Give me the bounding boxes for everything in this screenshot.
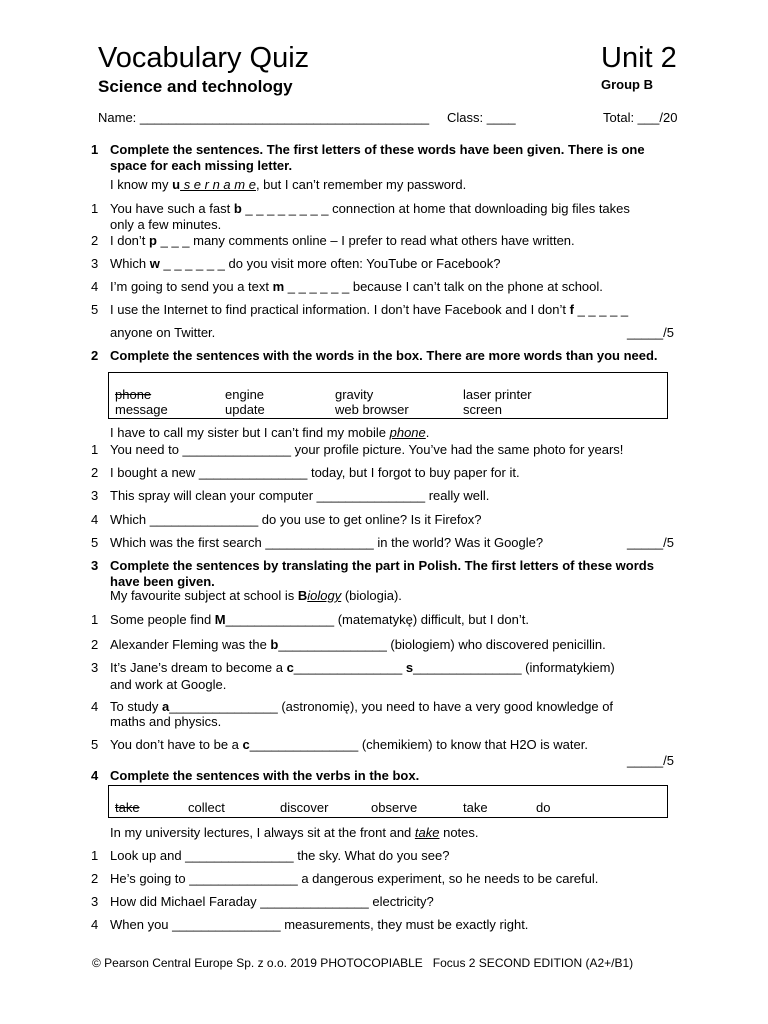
- item-number: 5: [91, 535, 99, 550]
- item-number: 3: [91, 660, 99, 675]
- total-field[interactable]: Total: ___/20: [603, 110, 678, 125]
- gap-sentence[interactable]: Which w _ _ _ _ _ _ do you visit more often: YouTube or Facebook?: [110, 256, 501, 271]
- exercise-instruction: Complete the sentences with the verbs in the box.: [110, 768, 420, 783]
- gap-sentence[interactable]: You don’t have to be a c_______________ (chemikiem) to know that H2O is water.: [110, 737, 588, 752]
- gap-sentence[interactable]: I don’t p _ _ _ many comments online – I prefer to read what others have written.: [110, 233, 575, 248]
- item-number: 4: [91, 699, 99, 714]
- gap-sentence[interactable]: You have such a fast b _ _ _ _ _ _ _ _ connection at home that downloading big files takes only a few minutes.: [110, 201, 630, 232]
- example-sentence: In my university lectures, I always sit at the front and take notes.: [110, 825, 479, 840]
- item-number: 1: [91, 848, 99, 863]
- gap-sentence[interactable]: How did Michael Faraday _______________ electricity?: [110, 894, 434, 909]
- item-number: 4: [91, 917, 99, 932]
- item-number: 2: [91, 637, 99, 652]
- item-number: 4: [91, 279, 99, 294]
- unit-label: Unit 2: [601, 42, 677, 74]
- word-box-item: phone: [115, 387, 152, 402]
- word-box-item: screen: [463, 402, 503, 417]
- exercise-score[interactable]: _____/5: [627, 325, 674, 340]
- exercise-number: 2: [91, 348, 99, 363]
- example-sentence: I know my u s e r n a m e, but I can’t remember my password.: [110, 177, 467, 192]
- word-box-item: discover: [280, 800, 329, 815]
- word-box-item: collect: [188, 800, 225, 815]
- class-field[interactable]: Class: ____: [447, 110, 516, 125]
- item-number: 1: [91, 612, 99, 627]
- footer-copyright: © Pearson Central Europe Sp. z o.o. 2019 PHOTOCOPIABLE Focus 2 SECOND EDITION (A2+/B1): [92, 956, 634, 970]
- word-box-item: observe: [371, 800, 418, 815]
- exercise-number: 3: [91, 558, 99, 573]
- group-label: Group B: [601, 77, 653, 92]
- exercise-instruction: Complete the sentences with the words in the box. There are more words than you need.: [110, 348, 658, 363]
- exercise-number: 1: [91, 142, 99, 157]
- item-number: 2: [91, 233, 99, 248]
- gap-sentence[interactable]: I use the Internet to find practical information. I don’t have Facebook and I don’t f _ _ _ _ _: [110, 302, 629, 317]
- item-number: 1: [91, 442, 99, 457]
- item-number: 5: [91, 302, 99, 317]
- word-box-item: update: [225, 402, 265, 417]
- page-subtitle: Science and technology: [98, 77, 293, 96]
- word-box-item: do: [536, 800, 551, 815]
- item-number: 2: [91, 871, 99, 886]
- exercise-score[interactable]: _____/5: [627, 753, 674, 768]
- gap-sentence[interactable]: Some people find M_______________ (matematykę) difficult, but I don’t.: [110, 612, 529, 627]
- example-sentence: My favourite subject at school is Biology (biologia).: [110, 588, 402, 603]
- page-title: Vocabulary Quiz: [98, 42, 310, 74]
- item-number: 1: [91, 201, 99, 216]
- word-box-item: take: [115, 800, 140, 815]
- gap-sentence-continuation: anyone on Twitter.: [110, 325, 216, 340]
- gap-sentence[interactable]: I’m going to send you a text m _ _ _ _ _ _ because I can’t talk on the phone at school.: [110, 279, 603, 294]
- word-box-item: take: [463, 800, 488, 815]
- gap-sentence[interactable]: He’s going to _______________ a dangerous experiment, so he needs to be careful.: [110, 871, 599, 886]
- word-box-item: laser printer: [463, 387, 532, 402]
- gap-sentence[interactable]: It’s Jane’s dream to become a c_______________ s_______________ (informatykiem): [110, 660, 615, 675]
- gap-sentence[interactable]: Which _______________ do you use to get online? Is it Firefox?: [110, 512, 482, 527]
- exercise-number: 4: [91, 768, 99, 783]
- item-number: 5: [91, 737, 99, 752]
- gap-sentence[interactable]: This spray will clean your computer _______________ really well.: [110, 488, 490, 503]
- gap-sentence-continuation: and work at Google.: [110, 677, 227, 692]
- exercise-score[interactable]: _____/5: [627, 535, 674, 550]
- word-box-item: gravity: [335, 387, 374, 402]
- example-sentence: I have to call my sister but I can’t find my mobile phone.: [110, 425, 430, 440]
- word-box-item: engine: [225, 387, 265, 402]
- item-number: 3: [91, 894, 99, 909]
- word-box-item: web browser: [335, 402, 409, 417]
- gap-sentence[interactable]: Alexander Fleming was the b_______________ (biologiem) who discovered penicillin.: [110, 637, 606, 652]
- gap-sentence[interactable]: Which was the first search _______________ in the world? Was it Google?: [110, 535, 544, 550]
- item-number: 3: [91, 256, 99, 271]
- item-number: 4: [91, 512, 99, 527]
- gap-sentence[interactable]: You need to _______________ your profile picture. You’ve had the same photo for years!: [110, 442, 624, 457]
- exercise-instruction: Complete the sentences by translating the part in Polish. The first letters of these words have been given.: [110, 558, 654, 589]
- gap-sentence[interactable]: Look up and _______________ the sky. What do you see?: [110, 848, 450, 863]
- word-box: [108, 785, 668, 818]
- gap-sentence[interactable]: To study a_______________ (astronomię), you need to have a very good knowledge of: [110, 699, 614, 714]
- item-number: 2: [91, 465, 99, 480]
- word-box: [108, 372, 668, 419]
- gap-sentence[interactable]: I bought a new _______________ today, but I forgot to buy paper for it.: [110, 465, 520, 480]
- word-box-item: message: [115, 402, 168, 417]
- gap-sentence-continuation: maths and physics.: [110, 714, 222, 729]
- gap-sentence[interactable]: When you _______________ measurements, they must be exactly right.: [110, 917, 529, 932]
- item-number: 3: [91, 488, 99, 503]
- name-field[interactable]: Name: ________________________________________: [98, 110, 430, 125]
- exercise-instruction: Complete the sentences. The first letters of these words have been given. There is one space for each missing letter.: [110, 142, 645, 173]
